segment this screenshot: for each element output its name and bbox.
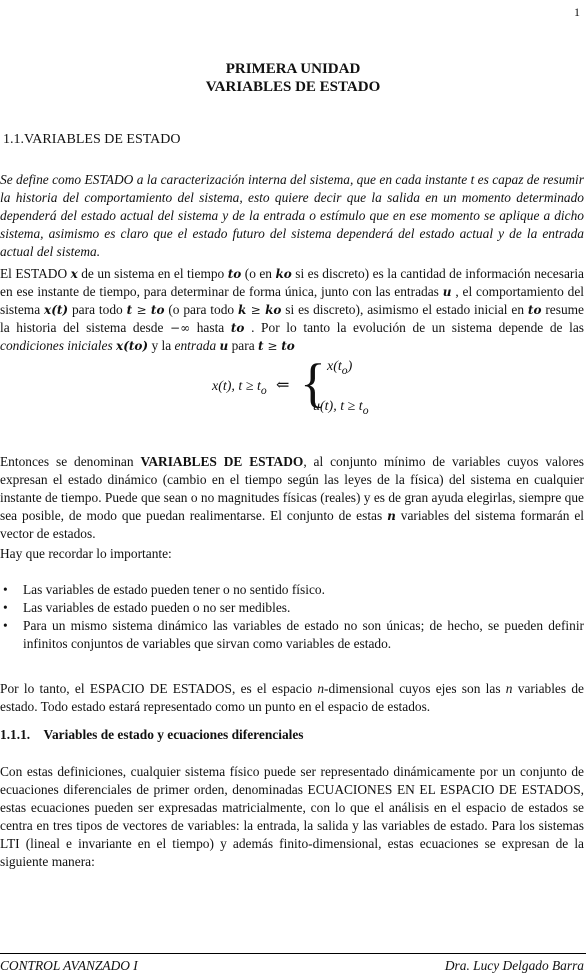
state-text: El ESTADO x de un sistema en el tiempo to (o en ko si es discreto) es la cantidad de información necesaria en ese instante de tiempo, para determinar de forma única, junto con las entradas u , el comportamiento del sistema x(t) para todo t ≥ to (o para todo k ≥ ko si es discreto), asimismo el estado inicial en to resume la historia del sistema desde −∞ hasta to . Por lo tanto la evolución de un sistema depende de las condiciones iniciales x(to) y la entrada u para t ≥ to bbox=[0, 266, 585, 353]
subsection-heading bbox=[0, 726, 304, 744]
list-item: • Las variables de estado pueden o no ser medibles. bbox=[0, 599, 584, 617]
title-line-2: VARIABLES DE ESTADO bbox=[205, 79, 381, 95]
remember-text: Hay que recordar lo importante: bbox=[0, 546, 172, 561]
equation-input: u(t), $t \ge t_o$ bbox=[313, 399, 369, 417]
differential-equations-paragraph bbox=[0, 763, 584, 871]
title-line-1: PRIMERA UNIDAD bbox=[225, 61, 361, 77]
remember-line bbox=[0, 545, 584, 563]
page-title bbox=[0, 60, 586, 96]
list-item: • Para un mismo sistema dinámico las variables de estado no son únicas; de hecho, se pueden definir infinitos conjuntos de variables que sirvan como variables de estado. bbox=[0, 617, 584, 653]
state-variables-text: Entonces se denominan VARIABLES DE ESTADO, al conjunto mínimo de variables cuyos valores expresan el estado dinámico (cambio en el tiempo según las leyes de la física) del sistema en cualquier instante de tiempo. Puede que sean o no magnitudes físicas (reales) y es de gran ayuda elegirlas, siempre que sea posible, de modo que puedan realimentarse. El conjunto de estas n variables del sistema formarán el vector de estados. bbox=[0, 454, 584, 541]
subsection-number: 1.1.1. bbox=[0, 727, 31, 742]
footer-author: Dra. Lucy Delgado Barra bbox=[444, 958, 584, 973]
state-variables-paragraph bbox=[0, 453, 584, 543]
state-equation bbox=[0, 355, 586, 425]
implication-arrow: ⇐ bbox=[276, 377, 290, 394]
equation-initial-state: $x(t_o)$ bbox=[327, 359, 353, 377]
page-number: 1 bbox=[574, 5, 580, 19]
footer-divider bbox=[0, 953, 586, 954]
definition-paragraph bbox=[0, 171, 584, 261]
section-heading: 1.1.VARIABLES DE ESTADO bbox=[3, 132, 181, 147]
state-space-text: Por lo tanto, el ESPACIO DE ESTADOS, es el espacio n-dimensional cuyos ejes son las n variables de estado. Todo estado estará representado como un punto en el espacio de estados. bbox=[0, 681, 584, 714]
bullet-list bbox=[0, 581, 584, 653]
subsection-title: Variables de estado y ecuaciones diferenciales bbox=[43, 727, 304, 742]
list-item: • Las variables de estado pueden tener o no sentido físico. bbox=[0, 581, 584, 599]
definition-text: Se define como ESTADO a la caracterización interna del sistema, que en cada instante t es capaz de resumir la historia del comportamiento del sistema, esto quiere decir que la salida en un momento determinado dependerá del estado actual del sistema y de la entrada o estímulo que en ese momento se aplique a dicho sistema, asimismo es claro que el estado futuro del sistema dependerá del estado actual y de la entrada actual del sistema. bbox=[0, 172, 584, 259]
state-space-paragraph bbox=[0, 680, 584, 716]
state-paragraph bbox=[0, 265, 584, 355]
footer-course: CONTROL AVANZADO I bbox=[0, 958, 138, 973]
differential-equations-text: Con estas definiciones, cualquier sistema físico puede ser representado dinámicamente por un conjunto de ecuaciones diferenciales de primer orden, denominadas ECUACIONES EN EL ESPACIO DE ESTADOS, estas ecuaciones pueden ser expresadas matricialmente, con lo que el análisis en el espacio de estados se centra en tres tipos de vectores de variables: la entrada, la salida y las variables de estado. Para los sistemas LTI (lineal e invariante en el tiempo) y además finito-dimensional, estas ecuaciones se expresan de la siguiente manera: bbox=[0, 764, 584, 869]
equation-lhs: x(t), $t \ge t_o$ bbox=[212, 379, 267, 397]
brace-symbol: { bbox=[300, 353, 326, 413]
